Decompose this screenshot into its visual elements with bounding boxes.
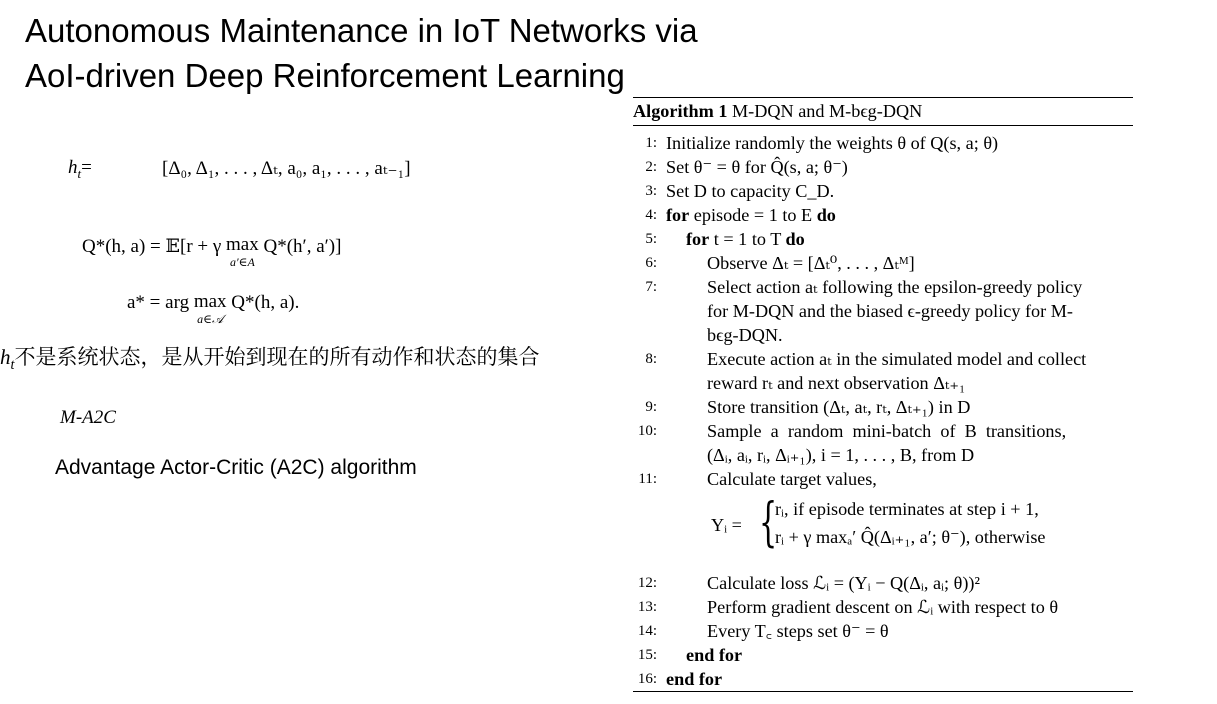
line-number: 10: — [637, 423, 657, 439]
case-otherwise: rᵢ + γ maxₐ′ Q̂(Δᵢ₊₁, a′; θ⁻), otherwise — [775, 527, 1046, 547]
line-number: 11: — [638, 471, 657, 487]
line-text: Execute action aₜ in the simulated model and collect — [707, 349, 1087, 369]
q-eq-lhs: Q*(h, a) = 𝔼[r + γ — [82, 236, 222, 257]
line-text: Store transition (Δₜ, aₜ, rₜ, Δₜ₊₁) in D — [707, 397, 971, 417]
line-text: for M-DQN and the biased ϵ-greedy policy for M- — [707, 301, 1073, 321]
line-number: 1: — [645, 135, 657, 151]
a-eq-max-limit: a∈𝒜 — [197, 312, 224, 326]
line-number: 14: — [637, 623, 657, 639]
target-values-cases — [711, 493, 1131, 557]
cases-lhs: Yᵢ = — [711, 515, 742, 535]
q-eq-max-limit: a′∈A — [229, 255, 255, 269]
a-eq-max-text: max — [193, 291, 227, 312]
line-number: 4: — [645, 207, 657, 223]
line-text: t = 1 to T — [709, 229, 786, 249]
algorithm-heading — [633, 98, 1133, 125]
line-text: Every T꜀ steps set θ⁻ = θ — [707, 621, 889, 641]
q-eq-rhs: Q*(h′, a′)] — [263, 236, 342, 257]
line-text: Set θ⁻ = θ for Q̂(s, a; θ⁻) — [666, 157, 848, 177]
keyword-end-for: end for — [686, 645, 743, 665]
history-definition-label — [68, 157, 92, 179]
line-number: 3: — [645, 183, 657, 199]
line-number: 2: — [645, 159, 657, 175]
algorithm-box — [633, 97, 1133, 689]
case-terminal: rᵢ, if episode terminates at step i + 1, — [775, 499, 1039, 519]
slide-title-line-2: AoI-driven Deep Reinforcement Learning — [25, 57, 625, 94]
a-eq-max-operator — [194, 292, 227, 325]
line-number: 9: — [645, 399, 657, 415]
keyword-do: do — [816, 205, 836, 225]
algorithm-bottom-rule — [633, 691, 1133, 692]
history-symbol: h — [68, 157, 78, 178]
line-text: Calculate target values, — [707, 469, 877, 489]
keyword-for: for — [666, 205, 690, 225]
m-a2c-label: M-A2C — [60, 407, 116, 428]
line-number: 8: — [645, 351, 657, 367]
line-text: bϵg-DQN. — [707, 325, 783, 345]
note-h-symbol: h — [0, 345, 11, 369]
algorithm-heading-title: M-DQN and M-bϵg-DQN — [732, 101, 923, 121]
line-text: Initialize randomly the weights θ of Q(s, a; θ) — [666, 133, 999, 153]
a-eq-lhs: a* = arg — [127, 292, 190, 313]
line-number: 16: — [637, 671, 657, 687]
line-text: Select action aₜ following the epsilon-greedy policy — [707, 277, 1083, 297]
line-text: Sample a random mini-batch of B transitions, — [707, 421, 1067, 441]
a2c-description: Advantage Actor-Critic (A2C) algorithm — [55, 456, 417, 479]
optimal-action-equation — [127, 292, 299, 325]
cases-brace: { — [759, 493, 778, 553]
q-eq-max-text: max — [226, 234, 259, 255]
note-text: 不是系统状态，是从开始到现在的所有动作和状态的集合 — [14, 345, 540, 369]
line-number: 7: — [645, 279, 657, 295]
note-h-subscript: t — [10, 357, 15, 374]
line-text: (Δᵢ, aᵢ, rᵢ, Δᵢ₊₁), i = 1, . . . , B, from D — [707, 445, 975, 465]
algorithm-heading-rule — [633, 125, 1133, 126]
line-number: 15: — [637, 647, 657, 663]
q-eq-max-operator — [226, 235, 259, 268]
a-eq-rhs: Q*(h, a). — [231, 292, 300, 313]
slide-title-line-1: Autonomous Maintenance in IoT Networks via — [25, 12, 698, 49]
q-function-equation — [82, 235, 341, 268]
line-number: 5: — [645, 231, 657, 247]
slide-title — [25, 8, 698, 98]
algorithm-heading-number: Algorithm 1 — [633, 101, 728, 121]
line-number: 13: — [637, 599, 657, 615]
keyword-for: for — [686, 229, 710, 249]
keyword-do: do — [785, 229, 805, 249]
line-number: 12: — [637, 575, 657, 591]
keyword-end-for: end for — [666, 669, 723, 689]
line-text: reward rₜ and next observation Δₜ₊₁ — [707, 373, 966, 393]
history-subscript: t — [77, 165, 82, 181]
history-vector: [Δ₀, Δ₁, . . . , Δₜ, a₀, a₁, . . . , aₜ₋₁] — [162, 158, 411, 179]
line-text: Perform gradient descent on ℒᵢ with respect to θ — [707, 597, 1059, 617]
line-text: Set D to capacity C_D. — [666, 181, 835, 201]
line-text: Observe Δₜ = [Δₜ⁰, . . . , Δₜᴹ] — [707, 253, 915, 273]
line-text: Calculate loss ℒᵢ = (Yᵢ − Q(Δᵢ, aᵢ; θ))² — [707, 573, 980, 593]
history-note — [0, 341, 540, 374]
history-equals: = — [81, 157, 92, 178]
line-text: episode = 1 to E — [689, 205, 817, 225]
line-number: 6: — [645, 255, 657, 271]
